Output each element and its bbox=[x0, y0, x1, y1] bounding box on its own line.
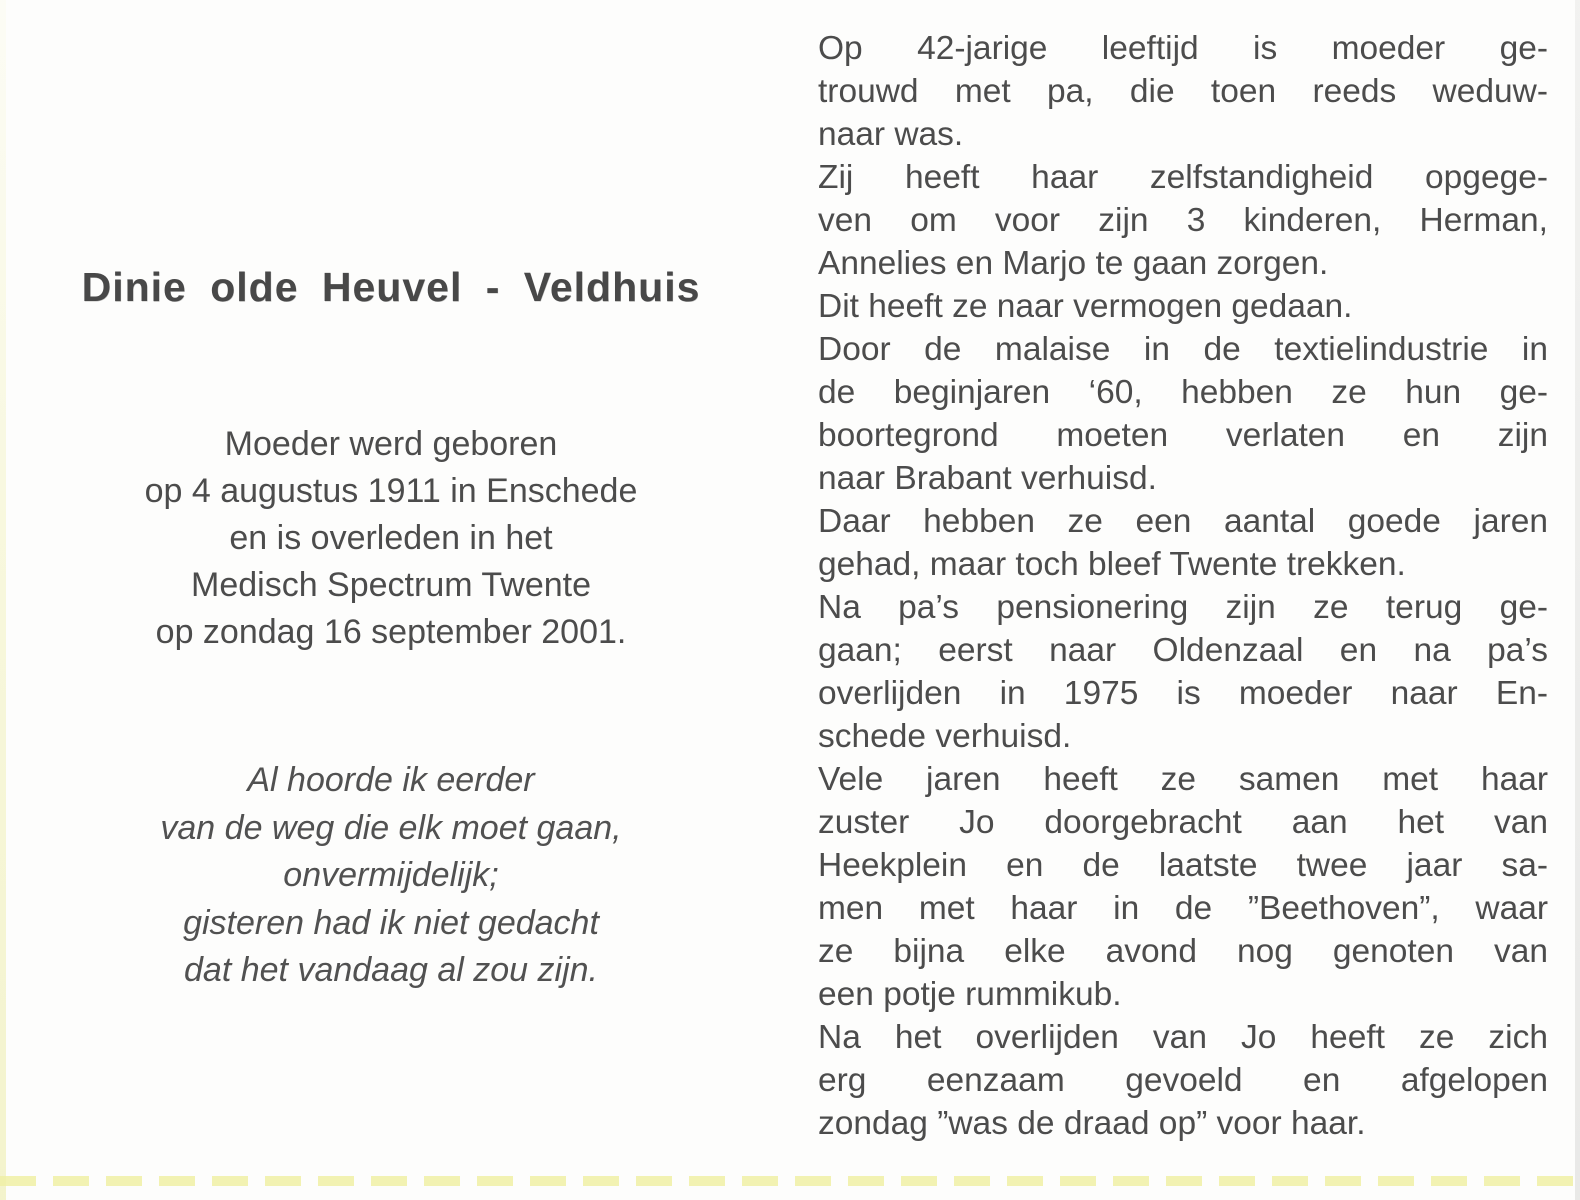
biography-line: ze bijna elke avond nog genoten van bbox=[818, 933, 1548, 970]
biography-line: naar was. bbox=[818, 116, 964, 153]
biography-line: Annelies en Marjo te gaan zorgen. bbox=[818, 245, 1329, 282]
biography-line: zuster Jo doorgebracht aan het van bbox=[818, 804, 1548, 841]
birth-death-line: en is overleden in het bbox=[229, 519, 553, 557]
biography-line: Dit heeft ze naar vermogen gedaan. bbox=[818, 288, 1353, 325]
biography-line: schede verhuisd. bbox=[818, 718, 1072, 755]
birth-death-line: Moeder werd geboren bbox=[224, 425, 558, 463]
biography-line: ven om voor zijn 3 kinderen, Herman, bbox=[818, 202, 1548, 239]
biography-line: trouwd met pa, die toen reeds weduw- bbox=[818, 73, 1548, 110]
biography-line: boortegrond moeten verlaten en zijn bbox=[818, 417, 1548, 454]
biography-line: gehad, maar toch bleef Twente trekken. bbox=[818, 546, 1406, 583]
biography-line: een potje rummikub. bbox=[818, 976, 1122, 1013]
poem-line: van de weg die elk moet gaan, bbox=[160, 808, 622, 847]
biography-line: Op 42-jarige leeftijd is moeder ge- bbox=[818, 30, 1548, 67]
birth-death-block bbox=[40, 421, 742, 656]
biography-line: Door de malaise in de textielindustrie in bbox=[818, 331, 1548, 368]
biography-line: men met haar in de ”Beethoven”, waar bbox=[818, 890, 1548, 927]
biography-line: Zij heeft haar zelfstandigheid opgege- bbox=[818, 159, 1548, 196]
scan-edge-bottom-dashes bbox=[0, 1176, 1580, 1186]
birth-death-line: Medisch Spectrum Twente bbox=[191, 566, 591, 604]
poem-line: dat het vandaag al zou zijn. bbox=[184, 951, 598, 989]
poem-line: gisteren had ik niet gedacht bbox=[183, 903, 599, 942]
deceased-name-title: Dinie olde Heuvel - Veldhuis bbox=[81, 264, 701, 310]
biography-line: overlijden in 1975 is moeder naar En- bbox=[818, 675, 1548, 712]
biography-line: Na pa’s pensionering zijn ze terug ge- bbox=[818, 589, 1548, 626]
biography-line: naar Brabant verhuisd. bbox=[818, 460, 1157, 497]
birth-death-line: op 4 augustus 1911 in Enschede bbox=[144, 472, 638, 510]
scan-edge-left-tint bbox=[0, 0, 6, 1200]
birth-death-line: op zondag 16 september 2001. bbox=[155, 613, 627, 651]
poem-block bbox=[40, 757, 742, 995]
biography-block bbox=[818, 27, 1548, 1145]
biography-line: de beginjaren ‘60, hebben ze hun ge- bbox=[818, 374, 1548, 411]
biography-line: Heekplein en de laatste twee jaar sa- bbox=[818, 847, 1548, 884]
poem-line: Al hoorde ik eerder bbox=[247, 761, 535, 799]
biography-line: gaan; eerst naar Oldenzaal en na pa’s bbox=[818, 632, 1548, 669]
scan-edge-right-tint bbox=[1575, 0, 1580, 1200]
biography-line: Vele jaren heeft ze samen met haar bbox=[818, 761, 1548, 798]
biography-line: Na het overlijden van Jo heeft ze zich bbox=[818, 1019, 1548, 1056]
poem-line: onvermijdelijk; bbox=[283, 856, 499, 894]
biography-line: Daar hebben ze een aantal goede jaren bbox=[818, 503, 1548, 540]
biography-line: zondag ”was de draad op” voor haar. bbox=[818, 1105, 1366, 1142]
biography-line: erg eenzaam gevoeld en afgelopen bbox=[818, 1062, 1548, 1099]
